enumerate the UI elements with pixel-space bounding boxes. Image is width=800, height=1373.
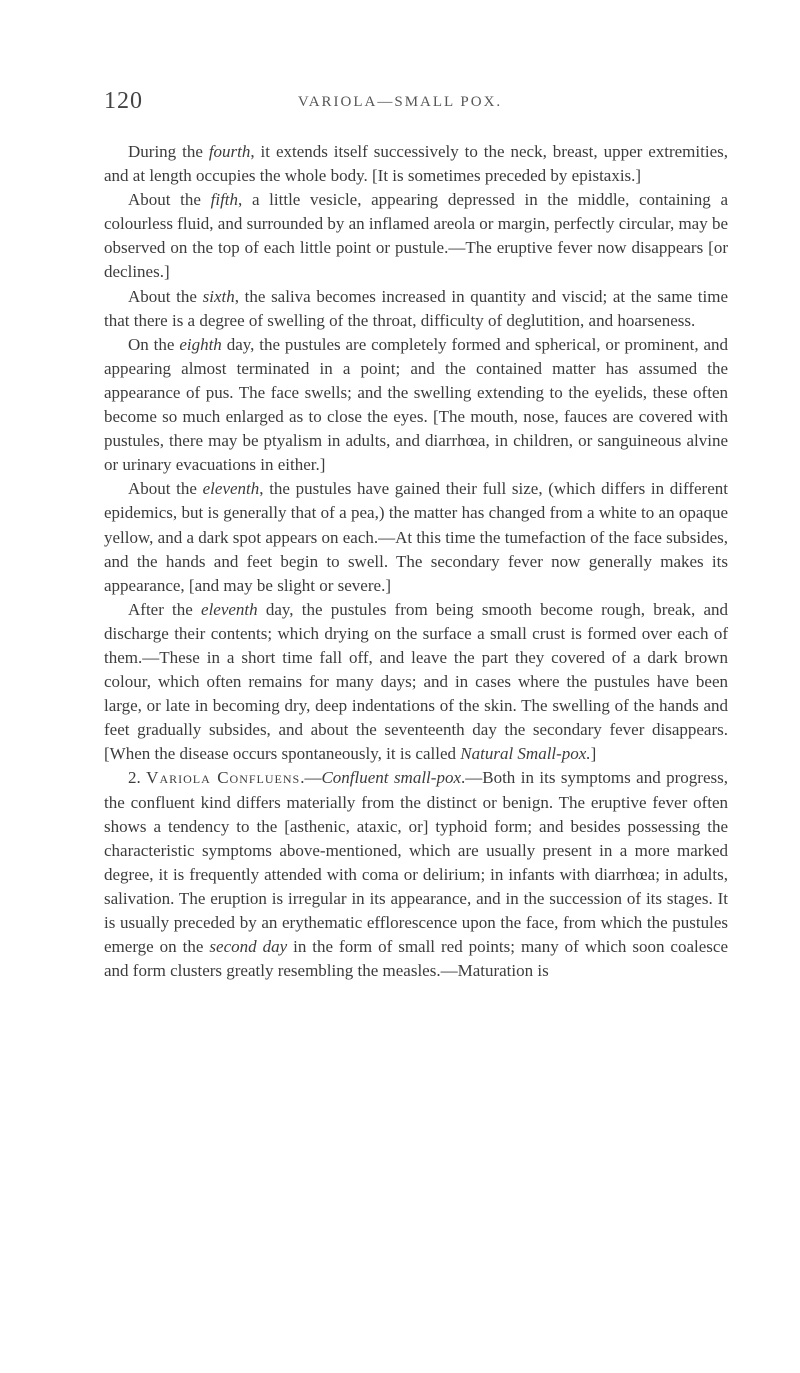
paragraph-fifth-day: About the fifth, a little vesicle, appearing depressed in the middle, containing a colourless fluid, and surrounded by an inflamed areola or margin, perfectly circular, may be observed on the top of each little point or pustule.—The eruptive fever now disappears [or declines.] bbox=[104, 190, 729, 282]
paragraph-after-eleventh-day: After the eleventh day, the pustules from being smooth become rough, break, and discharge their contents; which drying on the surface a small crust is formed over each of them.—These in a short time fall off, and leave the part they covered of a dark brown colour, which often remains for many days; and in cases where the pustules have been large, or late in becoming dry, deep indentations of the skin. The swelling of the hands and feet gradually subsides, and about the seventeenth day the secondary fever disappears. [When the disease occurs spontaneously, it is called Natural Small-pox.] bbox=[104, 599, 728, 764]
paragraph-sixth-day: About the sixth, the saliva becomes increased in quantity and viscid; at the same time that there is a degree of swelling of the throat, difficulty of deglutition, and hoarseness. bbox=[104, 286, 728, 330]
paragraph-eleventh-day: About the eleventh, the pustules have gained their full size, (which differs in different epidemics, but is generally that of a pea,) the matter has changed from a white to an opaque yellow, and a dark spot appears on each.—At this time the tumefaction of the face subsides, and the hands and feet begin to swell. The secondary fever now generally makes its appearance, [and may be slight or severe.] bbox=[104, 479, 728, 595]
paragraph-fourth-day: During the fourth, it extends itself successively to the neck, breast, upper extremities, and at length occupies the whole body. [It is sometimes preceded by epistaxis.] bbox=[104, 142, 728, 186]
section-number: 2. bbox=[128, 768, 147, 788]
section-title: Variola Confluens bbox=[146, 768, 301, 788]
section-variola-confluens: 2. Variola Confluens.—Confluent small-pox.—Both in its symptoms and progress, the confluent kind differs materially from the distinct or benign. The eruptive fever often shows a tendency to the [asthenic, ataxic, or] typhoid form; and besides possessing the characteristic symptoms above-mentioned, which are usually present in a more marked degree, it is frequently attended with coma or delirium; in infants with diarrhœa; in adults, salivation. The eruption is irregular in its appearance, and in the succession of its stages. It is usually preceded by an erythematic efflorescence upon the face, from which the pustules emerge on the second day in the form of small red points; many of which soon coalesce and form clusters greatly resembling the measles.—Maturation is bbox=[104, 768, 728, 981]
page-header bbox=[0, 88, 800, 118]
section-subtitle: Confluent small-pox bbox=[321, 768, 461, 788]
page-number: 120 bbox=[104, 88, 143, 114]
body-text bbox=[104, 140, 728, 983]
paragraph-eighth-day: On the eighth day, the pustules are completely formed and spherical, or prominent, and appearing almost terminated in a point; and the contained matter has assumed the appearance of pus. The face swells; and the swelling extending to the eyelids, these often become so much enlarged as to close the eyes. [The mouth, nose, fauces are covered with pustules, there may be ptyalism in adults, and diarrhœa, in children, or sanguineous alvine or urinary evacuations in either.] bbox=[104, 334, 729, 475]
running-head: VARIOLA—SMALL POX. bbox=[297, 94, 503, 110]
